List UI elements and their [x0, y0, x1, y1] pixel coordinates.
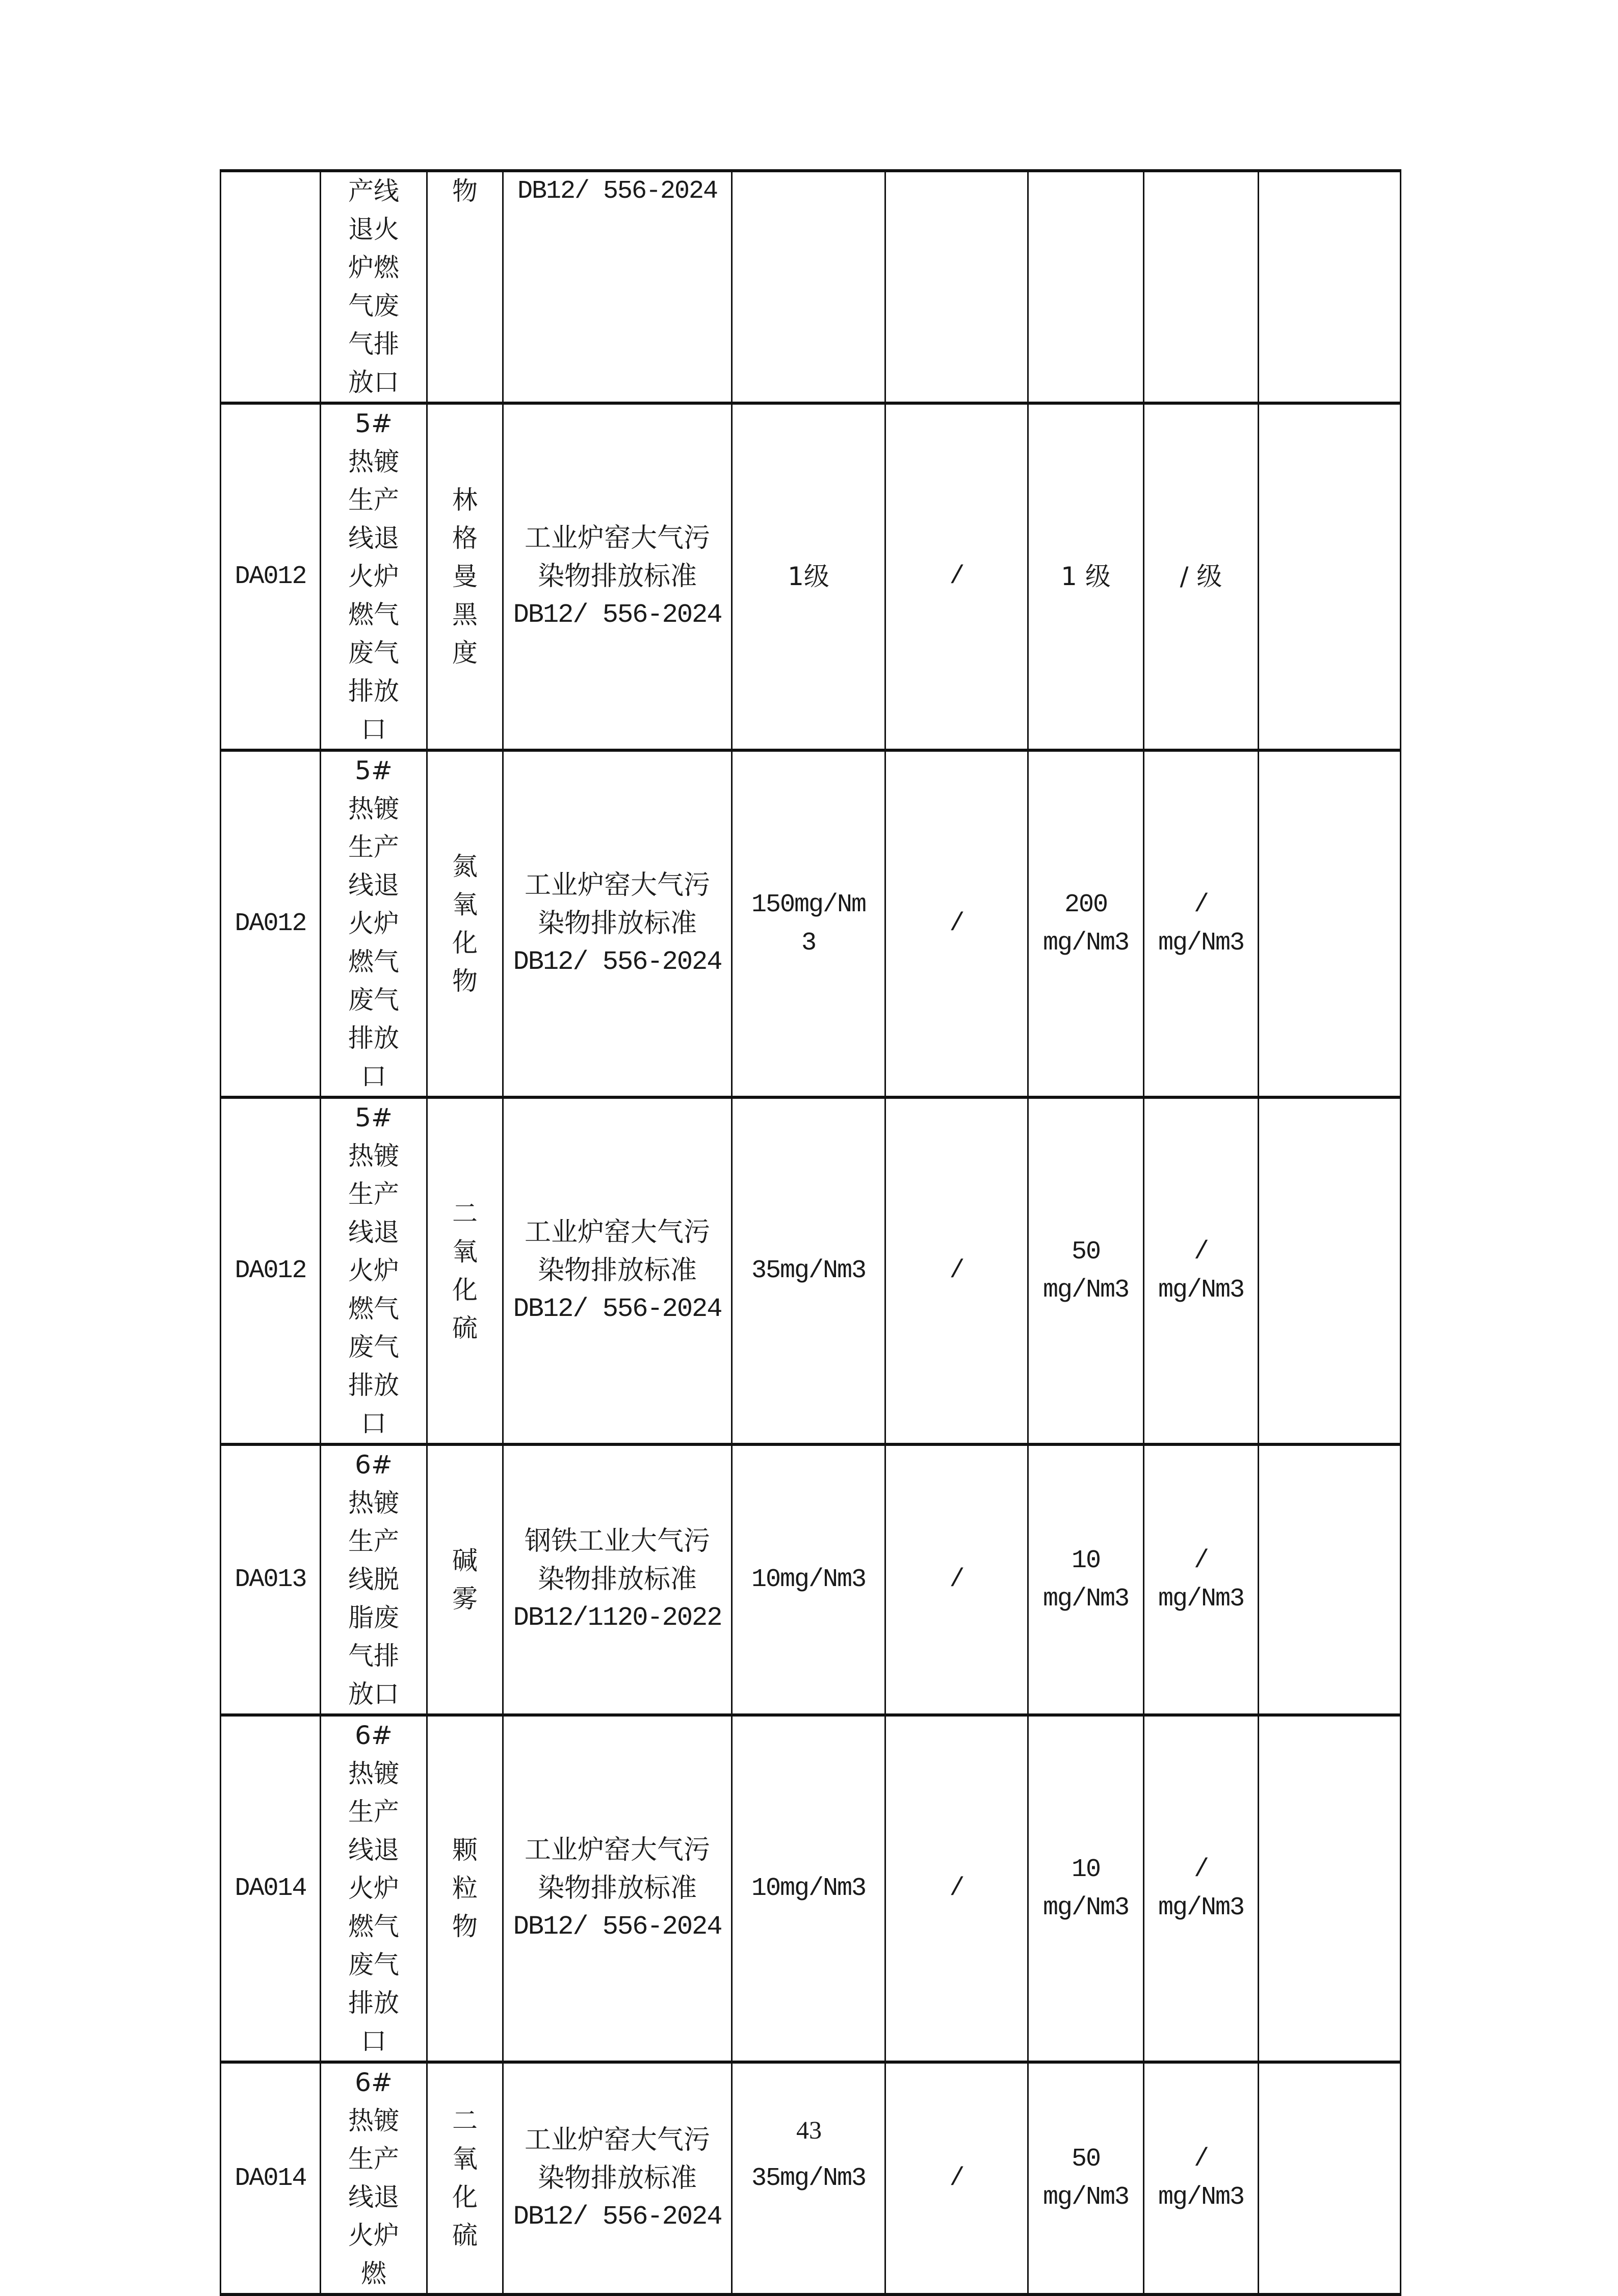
outlet-id-cell: DA012 [221, 750, 321, 1097]
pollutant-cell: 林格曼黑度 [427, 403, 503, 750]
limit-other-cell: / [885, 403, 1028, 750]
page-number: 43 [796, 2116, 822, 2144]
table-row [221, 2062, 1401, 2294]
remark-cell [1259, 1715, 1401, 2062]
emission-limits-table [220, 169, 1401, 2296]
limit-other-cell [885, 171, 1028, 403]
outlet-name-cell: 6#热镀生产线退火炉燃气废气排放口 [321, 1715, 427, 2062]
limit-other-cell: / [885, 750, 1028, 1097]
pollutant-cell: 二氧化硫 [427, 1097, 503, 1444]
outlet-name-cell: 5#热镀生产线退火炉燃气废气排放口 [321, 403, 427, 750]
remark-cell [1259, 1097, 1401, 1444]
pollutant-cell: 碱雾 [427, 1444, 503, 1715]
limit-value-cell: 35mg/Nm3 [732, 1097, 885, 1444]
outlet-name-cell: 产线退火炉燃气废气排放口 [321, 171, 427, 403]
permitted-other-cell: / mg/Nm3 [1144, 2062, 1259, 2294]
permitted-value-cell: 1 级 [1028, 403, 1144, 750]
permitted-other-cell: / mg/Nm3 [1144, 1097, 1259, 1444]
remark-cell [1259, 1444, 1401, 1715]
permitted-value-cell [1028, 171, 1144, 403]
pollutant-cell: 颗粒物 [427, 1715, 503, 2062]
limit-value-cell: 10mg/Nm3 [732, 1444, 885, 1715]
limit-other-cell: / [885, 1097, 1028, 1444]
outlet-id-cell: DA012 [221, 403, 321, 750]
permitted-value-cell: 10 mg/Nm3 [1028, 1444, 1144, 1715]
permitted-value-cell: 50 mg/Nm3 [1028, 2062, 1144, 2294]
outlet-id-cell: DA014 [221, 1715, 321, 2062]
standard-cell: DB12/ 556-2024 [503, 171, 732, 403]
permitted-other-cell: / 级 [1144, 403, 1259, 750]
permitted-other-cell: / mg/Nm3 [1144, 750, 1259, 1097]
standard-cell: 工业炉窑大气污 染物排放标准 DB12/ 556-2024 [503, 403, 732, 750]
standard-cell: 工业炉窑大气污 染物排放标准 DB12/ 556-2024 [503, 1097, 732, 1444]
outlet-name-cell: 5#热镀生产线退火炉燃气废气排放口 [321, 750, 427, 1097]
outlet-id-cell: DA012 [221, 1097, 321, 1444]
permitted-other-cell [1144, 171, 1259, 403]
limit-value-cell: 35mg/Nm3 [732, 2062, 885, 2294]
limit-other-cell: / [885, 2062, 1028, 2294]
permitted-value-cell: 50 mg/Nm3 [1028, 1097, 1144, 1444]
permitted-other-cell: / mg/Nm3 [1144, 1444, 1259, 1715]
limit-value-cell: 10mg/Nm3 [732, 1715, 885, 2062]
outlet-id-cell: DA014 [221, 2062, 321, 2294]
limit-value-cell: 1级 [732, 403, 885, 750]
standard-cell: 工业炉窑大气污 染物排放标准 DB12/ 556-2024 [503, 750, 732, 1097]
table-row [221, 1444, 1401, 1715]
limit-value-cell: 150mg/Nm3 [732, 750, 885, 1097]
pollutant-cell: 物 [427, 171, 503, 403]
standard-cell: 钢铁工业大气污 染物排放标准 DB12/1120-2022 [503, 1444, 732, 1715]
table-row [221, 750, 1401, 1097]
remark-cell [1259, 750, 1401, 1097]
limit-other-cell: / [885, 1715, 1028, 2062]
remark-cell [1259, 2062, 1401, 2294]
outlet-name-cell: 6#热镀生产线脱脂废气排放口 [321, 1444, 427, 1715]
permitted-value-cell: 200 mg/Nm3 [1028, 750, 1144, 1097]
table-row [221, 1097, 1401, 1444]
limit-value-cell [732, 171, 885, 403]
outlet-name-cell: 6#热镀生产线退火炉燃 [321, 2062, 427, 2294]
remark-cell [1259, 403, 1401, 750]
standard-cell: 工业炉窑大气污 染物排放标准 DB12/ 556-2024 [503, 2062, 732, 2294]
remark-cell [1259, 171, 1401, 403]
standard-cell: 工业炉窑大气污 染物排放标准 DB12/ 556-2024 [503, 1715, 732, 2062]
outlet-id-cell: DA013 [221, 1444, 321, 1715]
pollutant-cell: 二氧化硫 [427, 2062, 503, 2294]
outlet-name-cell: 5#热镀生产线退火炉燃气废气排放口 [321, 1097, 427, 1444]
permitted-value-cell: 10 mg/Nm3 [1028, 1715, 1144, 2062]
table-row [221, 1715, 1401, 2062]
outlet-id-cell [221, 171, 321, 403]
limit-other-cell: / [885, 1444, 1028, 1715]
pollutant-cell: 氮氧化物 [427, 750, 503, 1097]
permitted-other-cell: / mg/Nm3 [1144, 1715, 1259, 2062]
table-row [221, 403, 1401, 750]
table-row [221, 171, 1401, 403]
